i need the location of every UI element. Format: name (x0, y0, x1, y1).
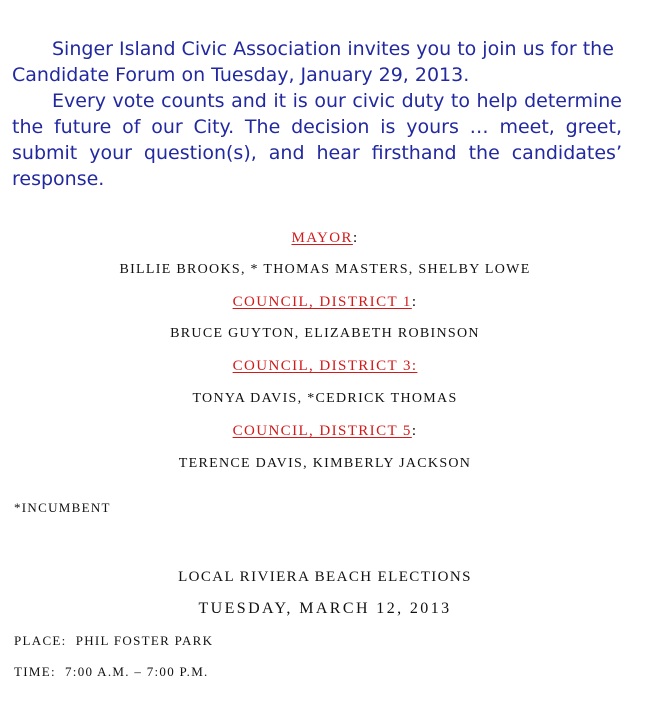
place-value: PHIL FOSTER PARK (75, 633, 214, 648)
race-heading-council-district-1 (0, 294, 650, 311)
race-heading-council-district-5 (0, 423, 650, 440)
election-title: LOCAL RIVIERA BEACH ELECTIONS (178, 569, 472, 585)
race-label: MAYOR (291, 230, 353, 246)
race-label-suffix: : (411, 294, 418, 310)
candidates-council-district-5: TERENCE DAVIS, KIMBERLY JACKSON (178, 456, 472, 471)
place-label: PLACE: (14, 633, 67, 648)
candidates-council-district-3: TONYA DAVIS, *CEDRICK THOMAS (192, 391, 458, 406)
election-date: TUESDAY, MARCH 12, 2013 (198, 600, 452, 617)
race-label: COUNCIL, DISTRICT 5 (232, 423, 412, 439)
intro-paragraph-2: Every vote counts and it is our civic duty to help determine the future of our City. The decision is yours … meet, greet, submit your question(s), and hear firsthand the candidates’ response. (12, 90, 622, 190)
place-line (14, 633, 213, 649)
candidates-mayor: BILLIE BROOKS, * THOMAS MASTERS, SHELBY LOWE (119, 262, 531, 277)
race-label: COUNCIL, DISTRICT 3: (232, 358, 418, 374)
race-label-suffix: : (352, 230, 359, 246)
incumbent-note: *INCUMBENT (14, 500, 111, 515)
intro-paragraph-1: Singer Island Civic Association invites you to join us for the Candidate Forum on Tuesday, January 29, 2013. (12, 38, 614, 86)
intro-text (12, 36, 622, 192)
time-value: 7:00 A.M. – 7:00 P.M. (65, 664, 209, 679)
race-heading-council-district-3 (0, 358, 650, 375)
time-line (14, 664, 209, 680)
race-label-suffix: : (411, 423, 418, 439)
time-label: TIME: (14, 664, 56, 679)
candidates-council-district-1: BRUCE GUYTON, ELIZABETH ROBINSON (170, 326, 480, 341)
race-heading-mayor (0, 230, 650, 247)
race-label: COUNCIL, DISTRICT 1 (232, 294, 412, 310)
